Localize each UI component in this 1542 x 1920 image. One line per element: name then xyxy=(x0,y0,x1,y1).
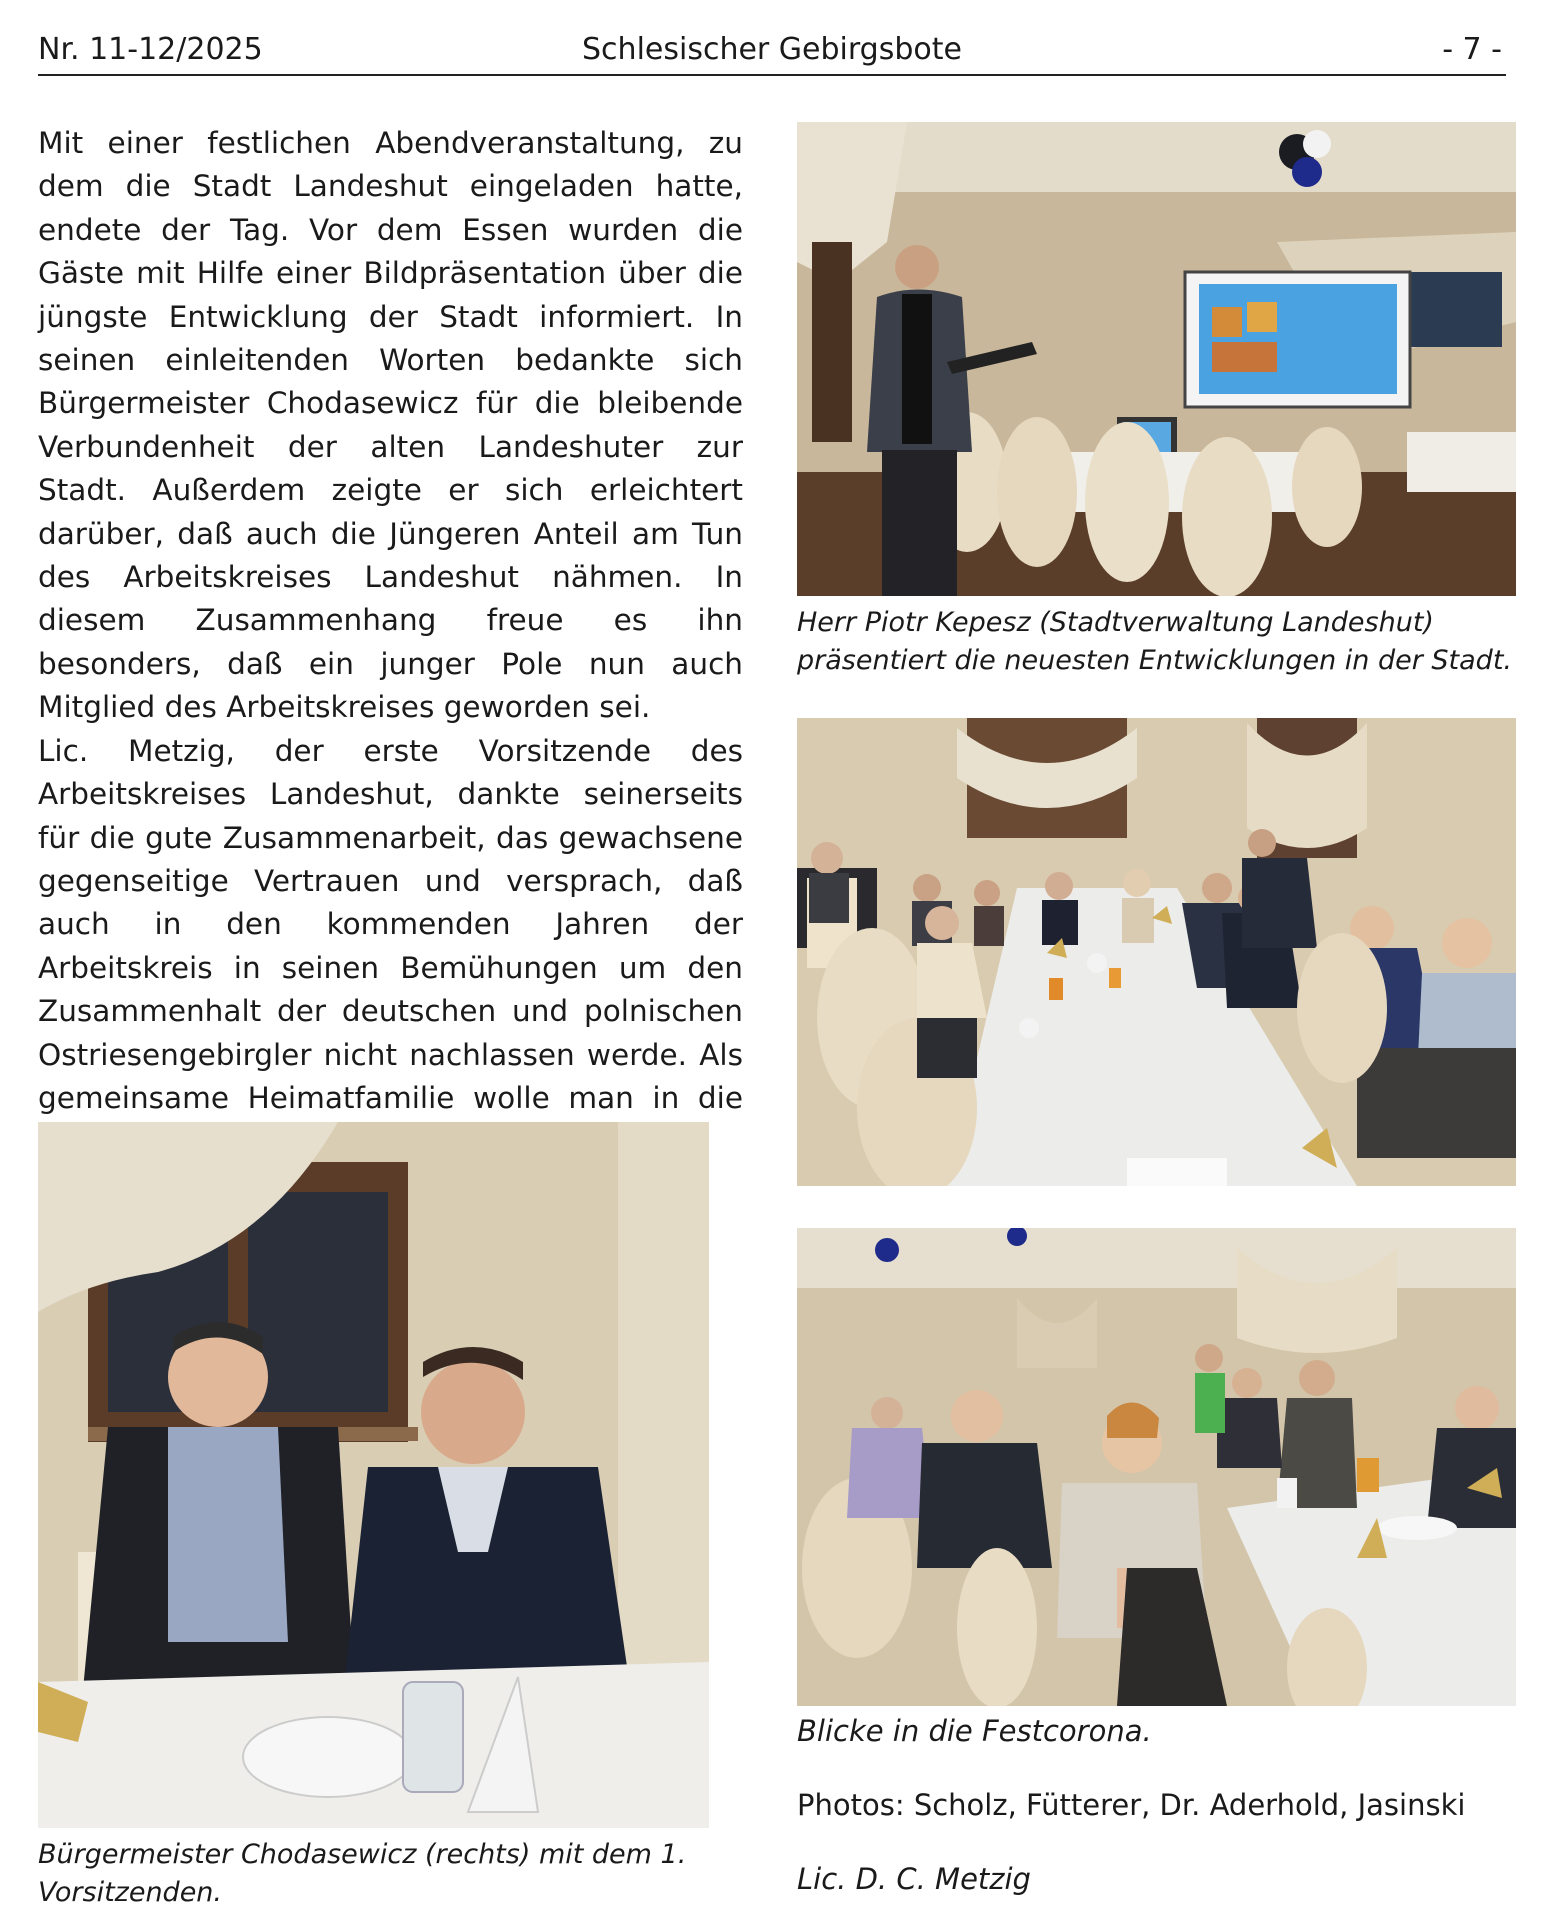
issue-number: Nr. 11-12/2025 xyxy=(38,32,263,67)
photo-audience-caption: Blicke in die Festcorona. xyxy=(797,1714,1152,1748)
photo-table xyxy=(797,718,1516,1186)
article-paragraph-2: Lic. Metzig, der erste Vorsitzende des Arbeitskreises Landeshut, dankte seinerseits für die gute Zusammenarbeit, das gewachsene gegenseitige Vertrauen und versprach, daß auch in den kommenden Jahren der Arbeitskreis in seinen Bemühungen um den Zusammenhalt der deutschen und polnischen Ostriesengebirgler nicht nachlassen werde. Als gemeinsame Heimatfamilie wolle man in die xyxy=(38,733,743,1115)
publication-title: Schlesischer Gebirgsbote xyxy=(582,32,962,67)
article-author: Lic. D. C. Metzig xyxy=(797,1862,1031,1896)
photo-credits: Photos: Scholz, Fütterer, Dr. Aderhold, Jasinski xyxy=(797,1788,1466,1822)
photo-mayor-caption: Bürgermeister Chodasewicz (rechts) mit dem 1. Vorsitzenden. xyxy=(38,1839,687,1908)
photo-mayor xyxy=(38,1122,709,1828)
photo-presentation-caption: Herr Piotr Kepesz (Stadtverwaltung Landeshut) präsentiert die neuesten Entwicklungen in der Stadt. xyxy=(797,607,1512,676)
page-header xyxy=(38,30,1506,76)
article-paragraph-1: Mit einer festlichen Abendveranstaltung, zu dem die Stadt Landeshut eingeladen hatte, endete der Tag. Vor dem Essen wurden die Gäste mit Hilfe einer Bildpräsentation über die jüngste Entwicklung der Stadt informiert. In seinen einleitenden Worten bedankte sich Bürgermeister Chodasewicz für die bleibende Verbundenheit der alten Landeshuter zur Stadt. Außerdem zeigte er sich erleichtert darüber, daß auch die Jüngeren Anteil am Tun des Arbeitskreises Landeshut nähmen. In diesem Zusammenhang freue es ihn besonders, daß ein junger Pole nun auch Mitglied des Arbeitskreises geworden sei. xyxy=(38,126,743,725)
photo-presentation xyxy=(797,122,1516,596)
page-number: - 7 - xyxy=(1442,32,1502,67)
article-body xyxy=(38,122,743,1164)
photo-audience xyxy=(797,1228,1516,1706)
